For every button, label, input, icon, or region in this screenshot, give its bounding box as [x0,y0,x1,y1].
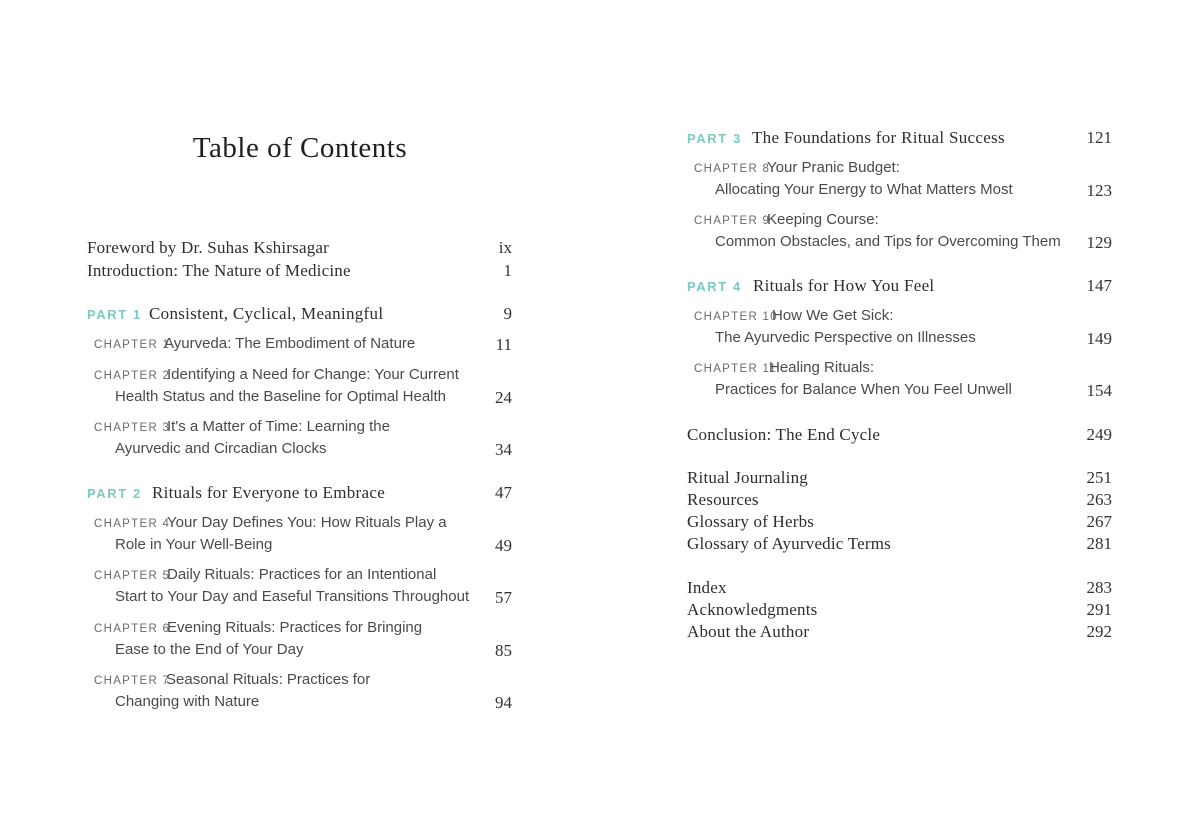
page-number: 283 [1086,578,1112,597]
chapter-title: Identifying a Need for Change: Your Current [167,366,459,383]
page-number: 292 [1086,622,1112,641]
page-number: 281 [1086,534,1112,553]
chapter-title-cont: Ayurvedic and Circadian Clocks [115,440,327,457]
chapter-label: CHAPTER 8 [694,163,771,175]
toc-chapter-6[interactable] [94,619,422,637]
page-number: 9 [503,304,512,323]
toc-chapter-7[interactable] [94,671,370,689]
page-number: 149 [1086,329,1112,348]
page-number: 129 [1086,233,1112,252]
chapter-title-cont: Practices for Balance When You Feel Unwell [715,381,1012,398]
chapter-title: Daily Rituals: Practices for an Intentional [167,566,437,583]
toc-part-1[interactable] [87,304,383,324]
page-number: 154 [1086,381,1112,400]
toc-entry-resources[interactable]: Resources [687,490,759,509]
page-number: 11 [495,335,512,354]
page-number: 1 [503,261,512,280]
page-number: 57 [495,588,512,607]
toc-chapter-11[interactable] [694,359,874,377]
page-number: 147 [1086,276,1112,295]
toc-entry-foreword[interactable]: Foreword by Dr. Suhas Kshirsagar [87,238,330,257]
chapter-label: CHAPTER 11 [694,363,778,375]
toc-entry-introduction[interactable]: Introduction: The Nature of Medicine [87,261,351,280]
part-title: The Foundations for Ritual Success [752,128,1005,147]
toc-entry-glossary-herbs[interactable]: Glossary of Herbs [687,512,815,531]
page-number: 47 [495,483,512,502]
chapter-title-cont: Start to Your Day and Easeful Transitions Throughout [115,588,470,605]
page-number: 267 [1086,512,1112,531]
part-label: PART 3 [687,131,742,146]
page-number: 121 [1086,128,1112,147]
part-label: PART 1 [87,307,142,322]
chapter-title: Keeping Course: [767,211,879,228]
toc-entry-index[interactable]: Index [687,578,727,597]
chapter-label: CHAPTER 9 [694,215,771,227]
part-label: PART 2 [87,486,142,501]
chapter-title: Seasonal Rituals: Practices for [166,671,371,688]
page-number: 85 [495,641,512,660]
toc-chapter-8[interactable] [694,159,900,177]
toc-part-2[interactable] [87,483,385,503]
page-number: 251 [1086,468,1112,487]
chapter-label: CHAPTER 6 [94,623,171,635]
chapter-title: How We Get Sick: [772,307,894,324]
chapter-label: CHAPTER 4 [94,518,171,530]
toc-chapter-2[interactable] [94,366,459,384]
toc-chapter-9[interactable] [694,211,879,229]
chapter-title: Your Pranic Budget: [767,159,900,176]
toc-entry-ritual-journaling[interactable]: Ritual Journaling [687,468,808,487]
page-number: 94 [495,693,512,712]
toc-entry-conclusion[interactable]: Conclusion: The End Cycle [687,425,881,444]
chapter-title: Evening Rituals: Practices for Bringing [167,619,423,636]
chapter-title-cont: Allocating Your Energy to What Matters Most [715,181,1013,198]
chapter-label: CHAPTER 5 [94,570,171,582]
chapter-title: Your Day Defines You: How Rituals Play a [167,514,447,531]
chapter-title: It's a Matter of Time: Learning the [167,418,390,435]
toc-entry-glossary-ayurvedic[interactable]: Glossary of Ayurvedic Terms [687,534,891,553]
page-number: 34 [495,440,512,459]
chapter-label: CHAPTER 10 [694,311,778,323]
chapter-label: CHAPTER 1 [94,339,171,351]
toc-chapter-10[interactable] [694,307,893,325]
page-number: 123 [1086,181,1112,200]
toc-chapter-5[interactable] [94,566,436,584]
chapter-title: Healing Rituals: [769,359,875,376]
part-title: Rituals for Everyone to Embrace [152,483,386,502]
toc-part-3[interactable] [687,128,1005,148]
toc-entry-about-author[interactable]: About the Author [687,622,810,641]
toc-title: Table of Contents [192,132,408,164]
toc-entry-acknowledgments[interactable]: Acknowledgments [687,600,818,619]
chapter-label: CHAPTER 3 [94,422,171,434]
page-number: 263 [1086,490,1112,509]
page-number: 291 [1086,600,1112,619]
page-number: 249 [1086,425,1112,444]
toc-chapter-1[interactable] [94,335,415,353]
chapter-title-cont: Ease to the End of Your Day [115,641,304,658]
page-number: 49 [495,536,512,555]
chapter-title-cont: Role in Your Well-Being [115,536,273,553]
page-number: 24 [495,388,512,407]
chapter-label: CHAPTER 2 [94,370,171,382]
chapter-title-cont: Changing with Nature [115,693,260,710]
chapter-title-cont: Common Obstacles, and Tips for Overcoming Them [715,233,1061,250]
page-number: ix [498,238,512,257]
chapter-title-cont: Health Status and the Baseline for Optimal Health [115,388,447,405]
toc-chapter-4[interactable] [94,514,447,532]
part-label: PART 4 [687,279,742,294]
toc-part-4[interactable] [687,276,934,296]
part-title: Consistent, Cyclical, Meaningful [149,304,384,323]
chapter-title-cont: The Ayurvedic Perspective on Illnesses [715,329,976,346]
chapter-label: CHAPTER 7 [94,675,171,687]
chapter-title: Ayurveda: The Embodiment of Nature [164,335,416,352]
toc-chapter-3[interactable] [94,418,390,436]
part-title: Rituals for How You Feel [753,276,935,295]
